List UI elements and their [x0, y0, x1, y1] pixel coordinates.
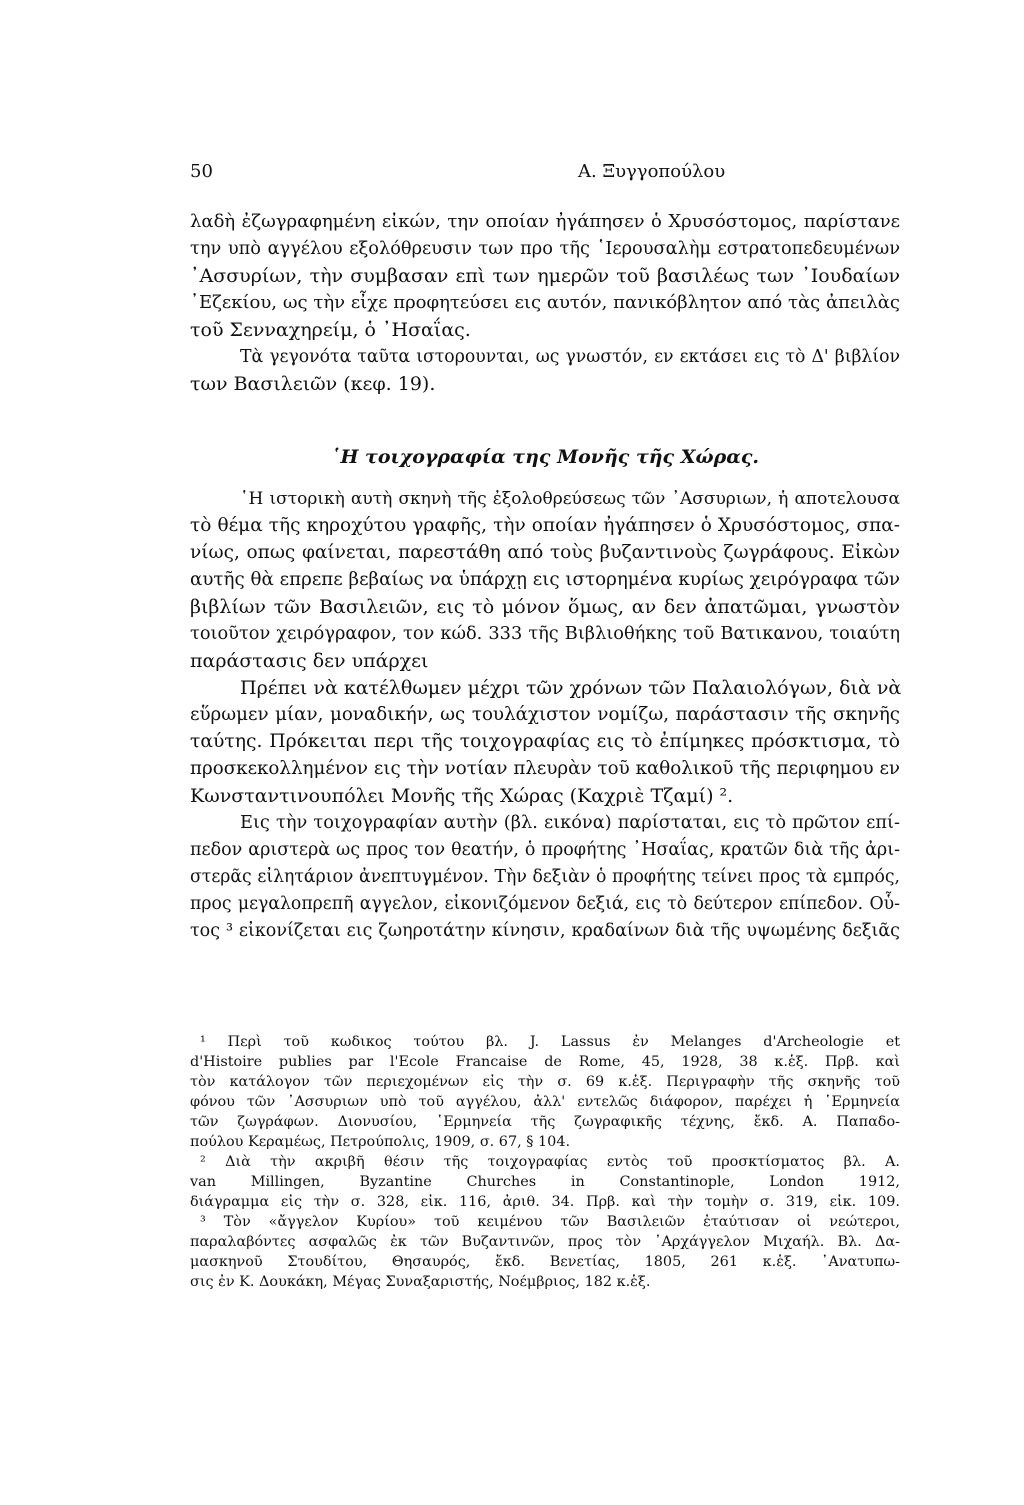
body-line: τοῦ Σενναχηρείμ, ὁ ᾿Ησαΐας.	[190, 319, 471, 341]
body-line: τὸ θέμα τῆς κηροχύτου γραφῆς, τὴν οποίαν ἠγάπησεν ὁ Χρυσόστομος, σπα-	[190, 515, 900, 536]
body-line: εὕρωμεν μίαν, μοναδικήν, ως τουλάχιστον νομίζω, παράστασιν τῆς σκηνῆς	[190, 704, 900, 725]
body-line: την υπὸ αγγέλου εξολόθρευσιν των προ τῆς ῾Ιερουσαλὴμ εστρατοπεδευμένων	[190, 239, 900, 259]
footnote-line: μασκηνοῦ Στουδίτου, Θησαυρός, ἔκδ. Βενετίας, 1805, 261 κ.ἑξ. ᾿Ανατυπω-	[190, 1254, 900, 1270]
footnote-line: ³ Τὸν «ἄγγελον Κυρίου» τοῦ κειμένου τῶν Βασιλειῶν ἐταύτισαν οἱ νεώτεροι,	[200, 1214, 900, 1230]
footnote-line: van Millingen, Byzantine Churches in Constantinople, London 1912,	[190, 1174, 900, 1190]
footnote-line: διάγραμμα εἰς τὴν σ. 328, εἰκ. 116, ἀριθ. 34. Πρβ. καὶ τὴν τομὴν σ. 319, εἰκ. 109.	[190, 1194, 900, 1210]
footnote-line: πούλου Κεραμέως, Πετρούπολις, 1909, σ. 67, § 104.	[190, 1134, 571, 1150]
body-line: Πρέπει νὰ κατέλθωμεν μέχρι τῶν χρόνων τῶν Παλαιολόγων, διὰ νὰ	[240, 677, 902, 699]
footnote-line: ¹ Περὶ τοῦ κωδικος τούτου βλ. J. Lassus ἐν Melanges d'Archeologie et	[200, 1034, 900, 1050]
page-header	[190, 161, 900, 185]
page-number: 50	[190, 161, 213, 182]
footnote-line: ² Διὰ τὴν ακριβῆ θέσιν τῆς τοιχογραφίας εντὸς τοῦ προσκτίσματος βλ. Α.	[200, 1154, 900, 1170]
footnote-line: d'Histoire publies par l'Ecole Francaise de Rome, 45, 1928, 38 κ.ἑξ. Πρβ. καὶ	[190, 1054, 900, 1070]
body-line: παράστασις δεν υπάρχει	[190, 650, 429, 672]
body-line: ῾Η ιστορικὴ αυτὴ σκηνὴ τῆς ἐξολοθρεύσεως τῶν ᾿Ασσυριων, ἡ αποτελουσα	[240, 489, 900, 509]
body-line: Τὰ γεγονότα ταῦτα ιστορουνται, ως γνωστόν, εν εκτάσει εις τὸ Δ' βιβλίον	[240, 347, 900, 367]
footnote-line: τὸν κατάλογον τῶν περιεχομένων εἰς τὴν σ. 69 κ.ἑξ. Περιγραφὴν τῆς σκηνῆς τοῦ	[190, 1074, 900, 1090]
footnote-line: σις ἐν Κ. Δουκάκη, Μέγας Συναξαριστής, Νοέμβριος, 182 κ.ἑξ.	[190, 1274, 651, 1290]
body-line: ᾿Ασσυρίων, τὴν συμβασαν επὶ των ημερῶν τοῦ βασιλέως των ᾿Ιουδαίων	[190, 265, 900, 287]
section-heading: ῾Η τοιχογραφία της Μονῆς τῆς Χώρας.	[330, 446, 760, 468]
footnote-line: τῶν ζωγράφων. Διονυσίου, ῾Ερμηνεία τῆς ζωγραφικῆς τέχνης, ἔκδ. Α. Παπαδο-	[190, 1114, 900, 1130]
body-line: Εις τὴν τοιχογραφίαν αυτὴν (βλ. εικόνα) παρίσταται, εις τὸ πρῶτον επί-	[240, 813, 900, 833]
body-line: στερᾶς εἰλητάριον ἀνεπτυγμένον. Τὴν δεξιὰν ὁ προφήτης τείνει προς τὰ εμπρός,	[190, 867, 900, 887]
footnote-line: φόνου τῶν ᾿Ασσυριων υπὸ τοῦ αγγέλου, ἀλλ' εντελῶς διάφορον, παρέχει ἡ ῾Ερμηνεία	[190, 1094, 900, 1110]
body-line: των Βασιλειῶν (κεφ. 19).	[190, 373, 436, 395]
body-line: Κωνσταντινουπόλει Μονῆς τῆς Χώρας (Καχριὲ Τζαμί) ².	[190, 785, 734, 807]
body-line: πεδον αριστερὰ ως προς τον θεατήν, ὁ προφήτης ᾿Ησαΐας, κρατῶν διὰ τῆς ἀρι-	[190, 840, 900, 860]
body-line: ταύτης. Πρόκειται περι τῆς τοιχογραφίας εις τὸ ἐπίμηκες πρόσκτισμα, τὸ	[190, 731, 900, 752]
body-line: τοιοῦτον χειρόγραφον, τον κώδ. 333 τῆς Βιβλιοθήκης τοῦ Βατικανου, τοιαύτη	[190, 624, 900, 644]
footnote-line: παραλαβόντες ασφαλῶς ἐκ τῶν Βυζαντινῶν, προς τὸν ᾿Αρχάγγελον Μιχαήλ. Βλ. Δα-	[190, 1234, 900, 1250]
body-line: προσκεκολλημένον εις τὴν νοτίαν πλευρὰν τοῦ καθολικοῦ τῆς περιφημου εν	[190, 758, 900, 779]
body-line: βιβλίων τῶν Βασιλειῶν, εις τὸ μόνον ὅμως, αν δεν ἀπατῶμαι, γνωστὸν	[190, 596, 900, 618]
body-line: τος ³ εἰκονίζεται εις ζωηροτάτην κίνησιν, κραδαίνων διὰ τῆς υψωμένης δεξιᾶς	[190, 921, 900, 941]
running-head: Α. Ξυγγοπούλου	[578, 161, 726, 182]
body-line: λαδὴ ἐζωγραφημένη εἰκών, την οποίαν ἠγάπησεν ὁ Χρυσόστομος, παρίστανε	[190, 211, 900, 232]
body-line: αυτῆς θὰ επρεπε βεβαίως να ὑπάρχῃ εις ιστορημένα κυρίως χειρόγραφα τῶν	[190, 569, 900, 590]
body-line: προς μεγαλοπρεπῆ αγγελον, εἰκονιζόμενον δεξιά, εις τὸ δεύτερον επίπεδον. Οὗ-	[190, 894, 900, 914]
body-line: ᾿Εζεκίου, ως τὴν εἶχε προφητεύσει εις αυτόν, πανικόβλητον από τὰς ἀπειλὰς	[190, 292, 900, 313]
body-line: νίως, οπως φαίνεται, παρεστάθη από τοὺς βυζαντινοὺς ζωγράφους. Εἰκὼν	[190, 542, 900, 563]
